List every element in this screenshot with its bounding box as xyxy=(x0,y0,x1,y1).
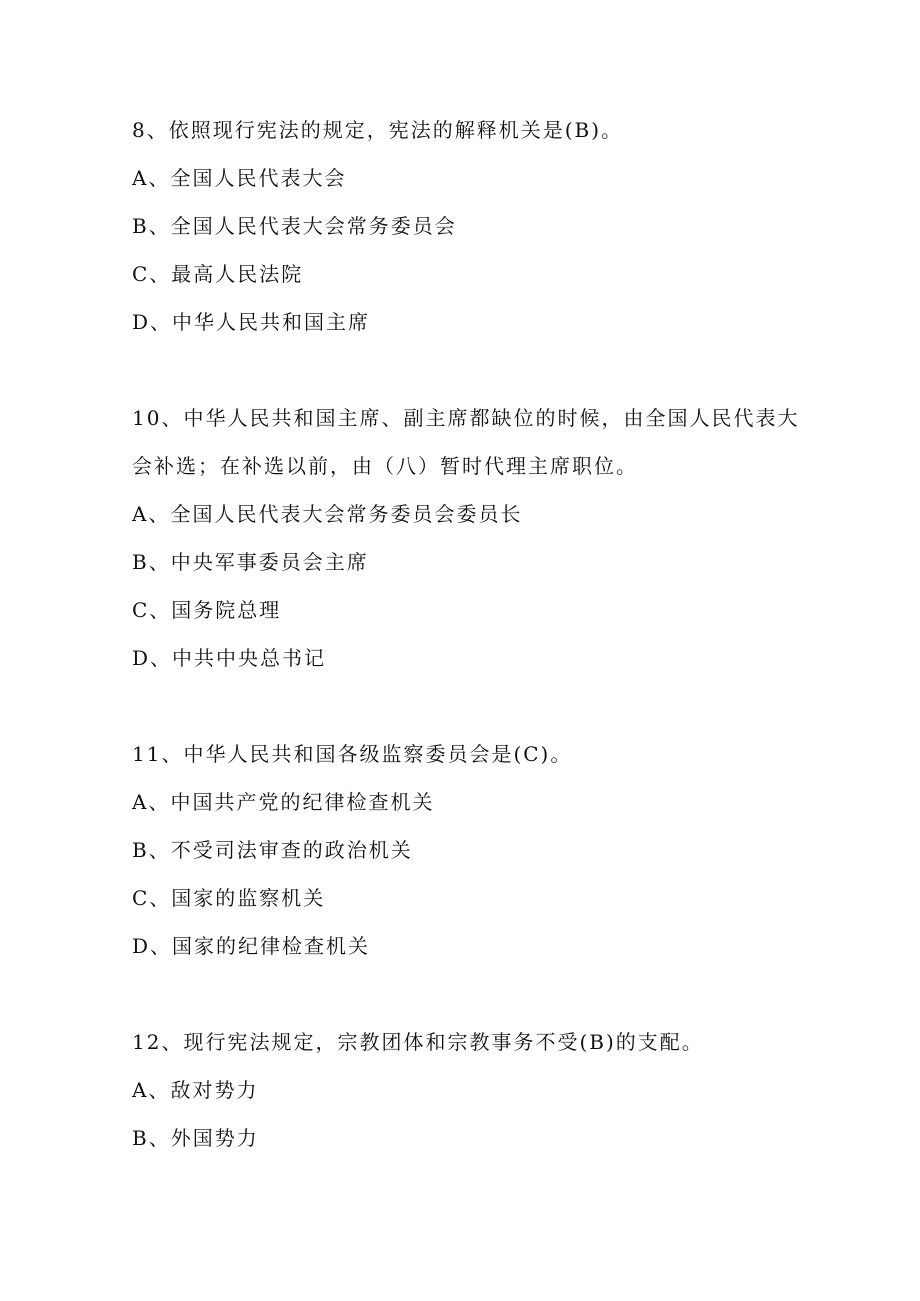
question-10-option-d: D、中共中央总书记 xyxy=(132,646,327,670)
question-11-text: 11、中华人民共和国各级监察委员会是(C)。 xyxy=(132,742,573,766)
question-10-text-line-2: 会补选；在补选以前，由（八）暂时代理主席职位。 xyxy=(132,454,638,478)
question-11-option-a: A、中国共产党的纪律检查机关 xyxy=(132,790,435,814)
question-11-option-b: B、不受司法审查的政治机关 xyxy=(132,838,413,862)
question-8-option-d: D、中华人民共和国主席 xyxy=(132,310,371,334)
question-10-text-line-1: 10、中华人民共和国主席、副主席都缺位的时候，由全国人民代表大 xyxy=(132,406,800,430)
question-10-option-a: A、全国人民代表大会常务委员会委员长 xyxy=(132,502,523,526)
question-8-option-c: C、最高人民法院 xyxy=(132,262,304,286)
question-12-option-a: A、敌对势力 xyxy=(132,1078,259,1102)
question-10-option-b: B、中央军事委员会主席 xyxy=(132,550,369,574)
question-11-option-c: C、国家的监察机关 xyxy=(132,886,326,910)
question-12-text: 12、现行宪法规定，宗教团体和宗教事务不受(B)的支配。 xyxy=(132,1030,704,1054)
question-11-option-d: D、国家的纪律检查机关 xyxy=(132,934,371,958)
question-10-option-c: C、国务院总理 xyxy=(132,598,282,622)
question-8-option-b: B、全国人民代表大会常务委员会 xyxy=(132,214,457,238)
question-8-text: 8、依照现行宪法的规定，宪法的解释机关是(B)。 xyxy=(132,118,624,142)
question-12-option-b: B、外国势力 xyxy=(132,1126,259,1150)
question-8-option-a: A、全国人民代表大会 xyxy=(132,166,347,190)
